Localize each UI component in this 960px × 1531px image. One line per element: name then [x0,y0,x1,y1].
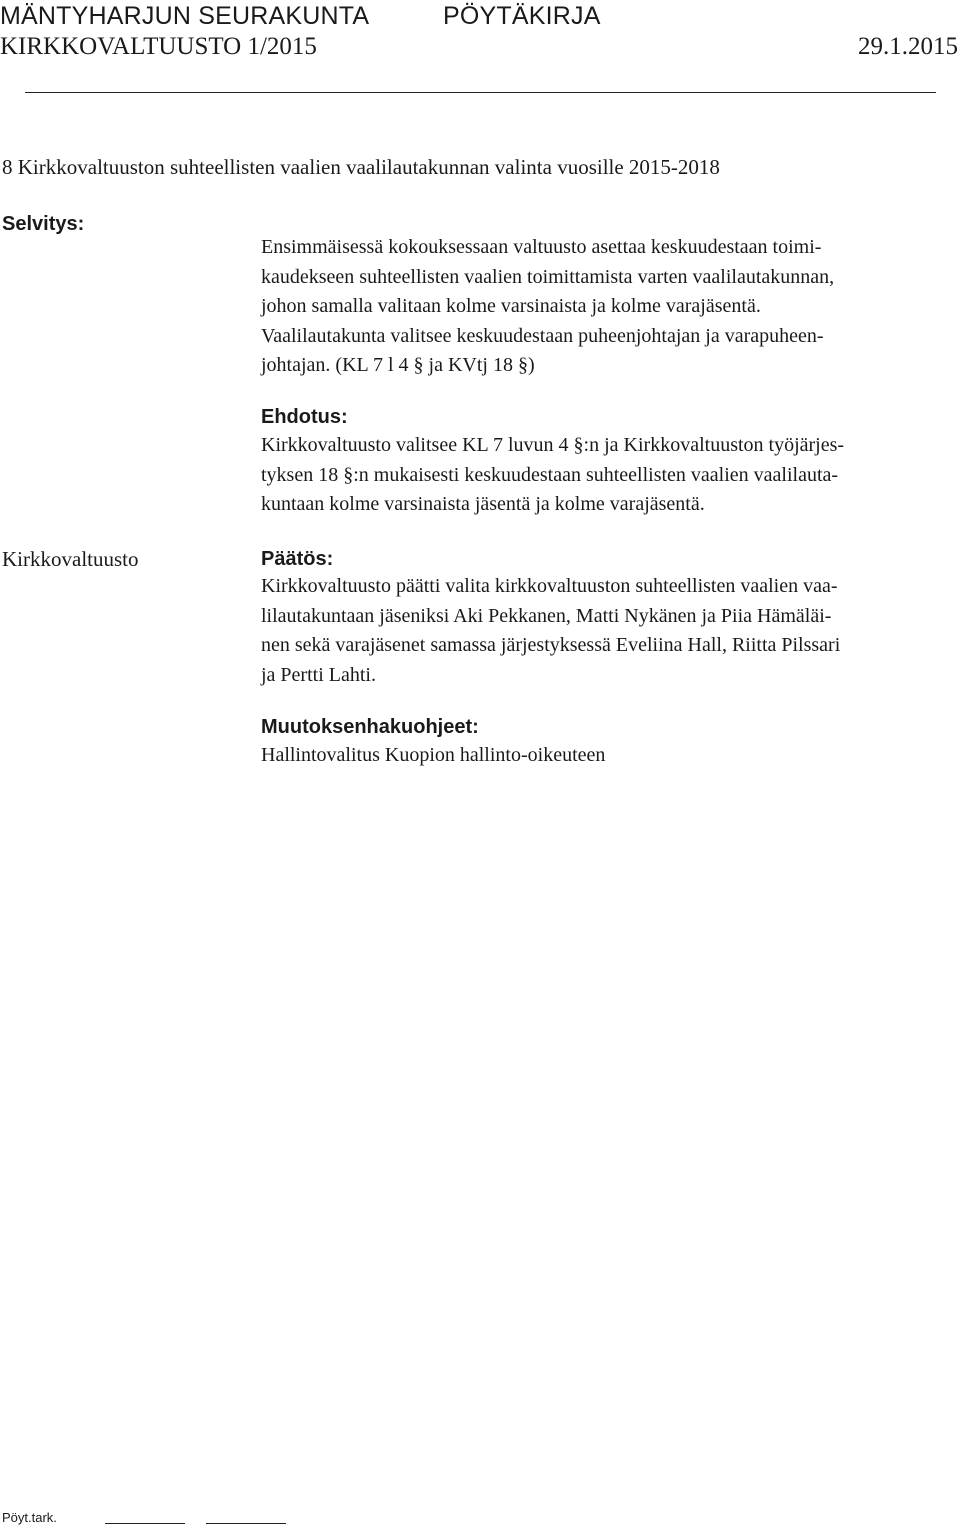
selvitys-line: kaudekseen suhteellisten vaalien toimittamista varten vaalilautakunnan, [261,265,835,288]
selvitys-line: johon samalla valitaan kolme varsinaista ja kolme varajäsentä. [261,295,761,318]
signature-line-2 [206,1523,286,1524]
signature-line-1 [105,1523,185,1524]
selvitys-label: Selvitys: [2,213,85,235]
ehdotus-line: kuntaan kolme varsinaista jäsentä ja kolme varajäsentä. [261,493,705,516]
decision-body-label: Kirkkovaltuusto [2,547,139,571]
item-title: 8 Kirkkovaltuuston suhteellisten vaalien vaalilautakunnan valinta vuosille 2015-2018 [2,155,720,179]
paatos-line: ja Pertti Lahti. [261,663,376,686]
ehdotus-label: Ehdotus: [261,406,348,428]
muutoksenhaku-text: Hallintovalitus Kuopion hallinto-oikeuteen [261,744,606,766]
paatos-line: lilautakuntaan jäseniksi Aki Pekkanen, Matti Nykänen ja Piia Hämäläi- [261,604,832,627]
selvitys-line: Ensimmäisessä kokouksessaan valtuusto asettaa keskuudestaan toimi- [261,236,822,258]
paatos-line: Kirkkovaltuusto päätti valita kirkkovaltuuston suhteellisten vaalien vaa- [261,575,838,597]
muutoksenhaku-label: Muutoksenhakuohjeet: [261,716,479,738]
parish-name: MÄNTYHARJUN SEURAKUNTA [0,2,370,30]
selvitys-line: johtajan. (KL 7 l 4 § ja KVtj 18 §) [261,354,535,377]
paatos-text [261,572,956,690]
paatos-line: nen sekä varajäsenet samassa järjestyksessä Eveliina Hall, Riitta Pilssari [261,634,841,657]
paatos-label: Päätös: [261,548,334,570]
minutes-checker-label: Pöyt.tark. [2,1510,57,1525]
ehdotus-line: Kirkkovaltuusto valitsee KL 7 luvun 4 §:n ja Kirkkovaltuuston työjärjes- [261,434,845,456]
header-rule [25,92,936,93]
meeting-title: KIRKKOVALTUUSTO 1/2015 [0,33,317,60]
ehdotus-line: tyksen 18 §:n mukaisesti keskuudestaan suhteellisten vaalien vaalilauta- [261,463,839,486]
selvitys-text [261,233,956,381]
document-type: PÖYTÄKIRJA [443,2,601,30]
ehdotus-text [261,431,956,520]
selvitys-line: Vaalilautakunta valitsee keskuudestaan puheenjohtajan ja varapuheen- [261,324,824,347]
meeting-date: 29.1.2015 [858,33,958,60]
